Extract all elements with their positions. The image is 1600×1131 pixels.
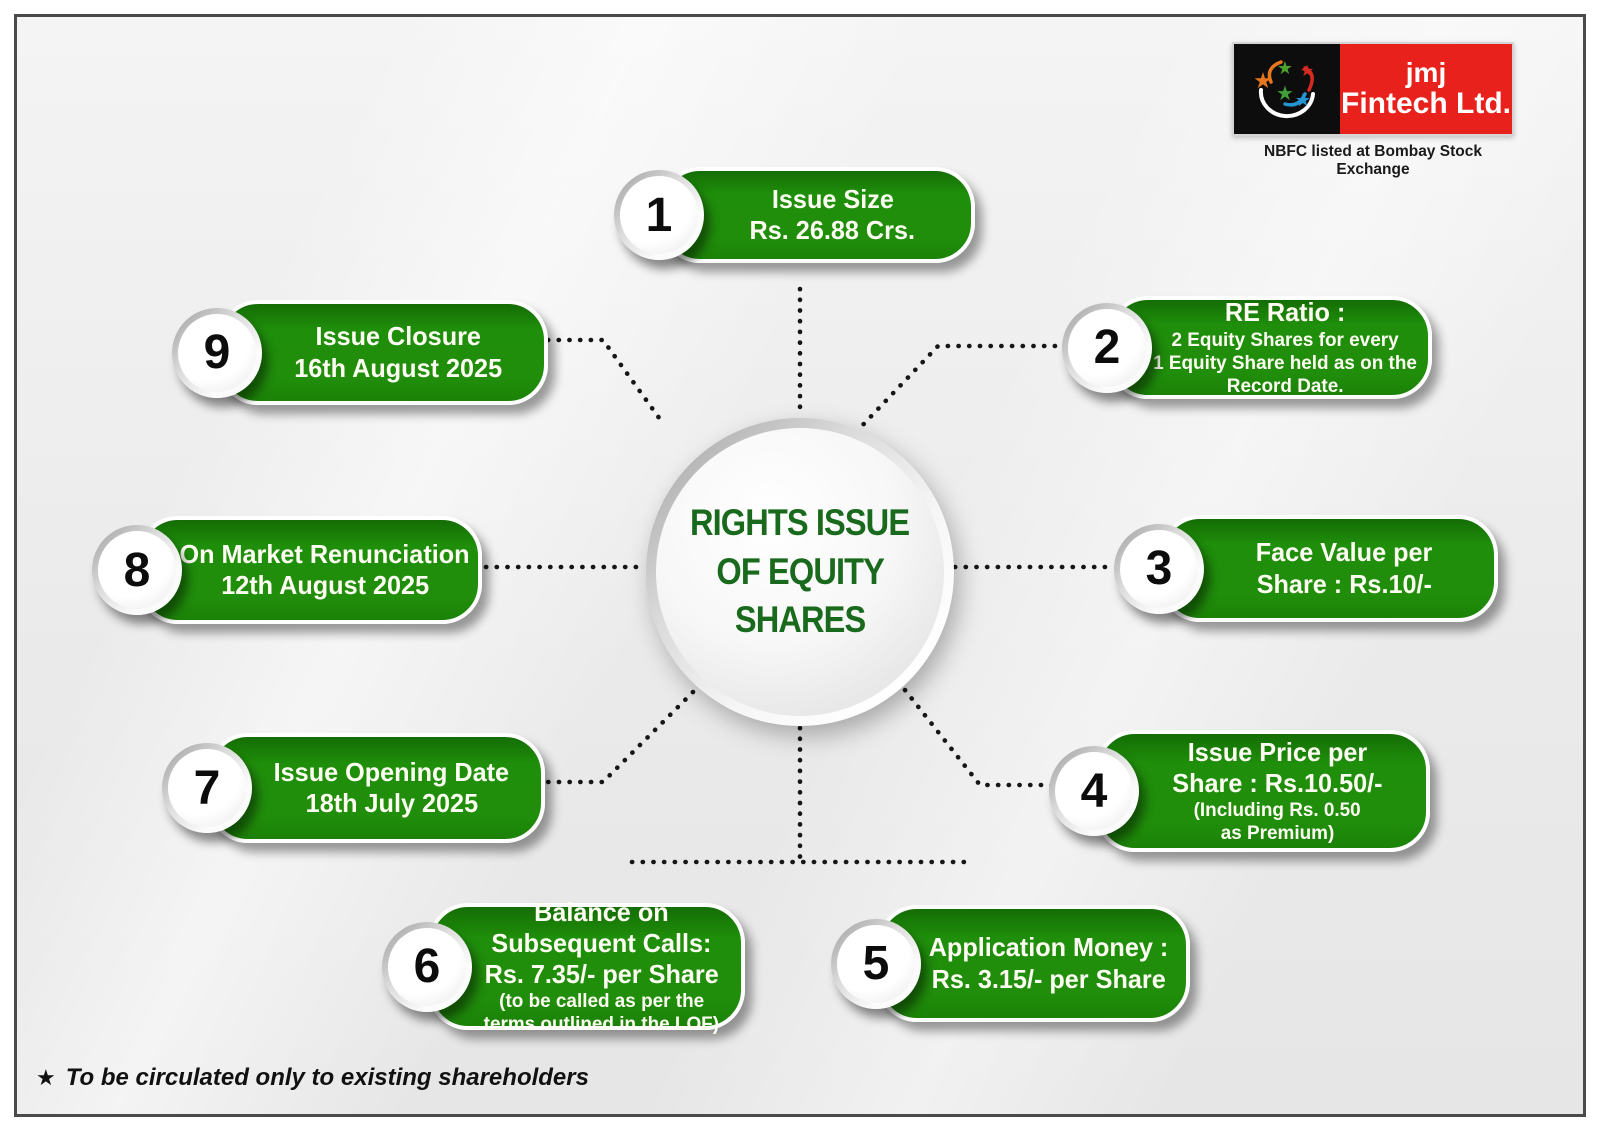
pill-label (1160, 515, 1498, 622)
pill-text-line: 16th August 2025 (294, 352, 502, 383)
pill-text-line: Application Money : (928, 932, 1169, 963)
logo-name-bottom: Fintech Ltd. (1341, 86, 1511, 120)
badge-number: 6 (388, 928, 466, 1006)
pill-label (1108, 296, 1432, 399)
badge-number: 3 (1120, 530, 1198, 608)
badge-number: 2 (1068, 309, 1146, 387)
pill-text-line: Share : Rs.10/- (1256, 568, 1432, 599)
pill-text-line: (Including Rs. 0.50 (1193, 799, 1362, 822)
logo-wordmark (1340, 44, 1512, 134)
pill-text-line: terms outlined in the LOF) (483, 1013, 720, 1036)
info-pill-issue-price (1049, 730, 1430, 852)
info-pill-issue-opening (162, 733, 545, 843)
star-icon: ★ (36, 1065, 56, 1090)
number-badge (172, 308, 262, 398)
pill-text-line: as Premium) (1220, 822, 1335, 845)
info-pill-issue-closure (172, 300, 548, 405)
number-badge (831, 919, 921, 1009)
number-badge (1114, 524, 1204, 614)
pill-label (208, 733, 545, 843)
number-badge (162, 743, 252, 833)
pill-text-line: Rs. 3.15/- per Share (931, 963, 1166, 994)
main-title-line3: SHARES (734, 599, 866, 641)
pill-text-line: 18th July 2025 (305, 788, 478, 818)
number-badge (382, 922, 472, 1012)
pill-text-line: 2 Equity Shares for every (1171, 328, 1399, 351)
info-pill-balance-calls (382, 896, 745, 1036)
badge-number: 9 (178, 314, 256, 392)
pill-text-line: Issue Closure (315, 321, 481, 352)
pill-text-line: Share : Rs.10.50/- (1172, 768, 1383, 798)
info-pill-renunciation (92, 516, 482, 624)
logo-stars-icon (1234, 44, 1340, 134)
main-title-line2: OF EQUITY (716, 550, 884, 592)
pill-text-line: RE Ratio : (1224, 297, 1346, 328)
info-pill-issue-size (614, 167, 975, 263)
pill-label (428, 896, 745, 1036)
info-pill-face-value (1114, 515, 1498, 622)
badge-number: 8 (98, 531, 176, 609)
pill-text-line: Issue Opening Date (273, 756, 510, 787)
number-badge (614, 170, 704, 260)
circulation-note (36, 1064, 589, 1092)
svg-text:★: ★ (1299, 63, 1315, 80)
center-circle-face (656, 428, 944, 716)
pill-label (138, 516, 482, 624)
company-logo (1232, 42, 1514, 136)
pill-text-line: Record Date. (1226, 374, 1344, 397)
pill-text-line: Face Value per (1255, 537, 1433, 568)
center-circle (646, 418, 954, 726)
company-logo-block (1232, 42, 1514, 179)
pill-text-line: Balance on (534, 896, 669, 927)
pill-label (1095, 730, 1430, 852)
info-pill-re-ratio (1062, 296, 1432, 399)
badge-number: 4 (1055, 752, 1133, 830)
svg-text:★: ★ (1294, 90, 1312, 110)
svg-text:★: ★ (1253, 68, 1273, 93)
pill-label (660, 167, 975, 263)
svg-text:★: ★ (1276, 83, 1294, 105)
main-title-line1: RIGHTS ISSUE (690, 501, 910, 543)
pill-text-line: Subsequent Calls: (491, 927, 712, 958)
svg-text:★: ★ (1276, 58, 1294, 78)
number-badge (1062, 303, 1152, 393)
pill-text-line: Issue Price per (1187, 736, 1368, 767)
pill-label (877, 905, 1190, 1022)
pill-text-line: Rs. 26.88 Crs. (749, 215, 916, 245)
pill-text-line: On Market Renunciation (179, 538, 471, 569)
number-badge (92, 525, 182, 615)
pill-text-line: Rs. 7.35/- per Share (484, 959, 719, 990)
badge-number: 7 (168, 749, 246, 827)
logo-name-top: jmj (1405, 56, 1447, 88)
number-badge (1049, 746, 1139, 836)
pill-label (218, 300, 548, 405)
badge-number: 1 (620, 176, 698, 254)
info-pill-application-money (831, 905, 1190, 1022)
pill-text-line: 12th August 2025 (221, 570, 429, 600)
pill-text-line: 1 Equity Share held as on the (1153, 351, 1417, 374)
badge-number: 5 (837, 925, 915, 1003)
pill-text-line: Issue Size (771, 183, 894, 214)
logo-tagline: NBFC listed at Bombay Stock Exchange (1264, 143, 1482, 178)
pill-text-line: (to be called as per the (499, 990, 704, 1013)
circulation-note-text: To be circulated only to existing shareholders (65, 1064, 589, 1091)
